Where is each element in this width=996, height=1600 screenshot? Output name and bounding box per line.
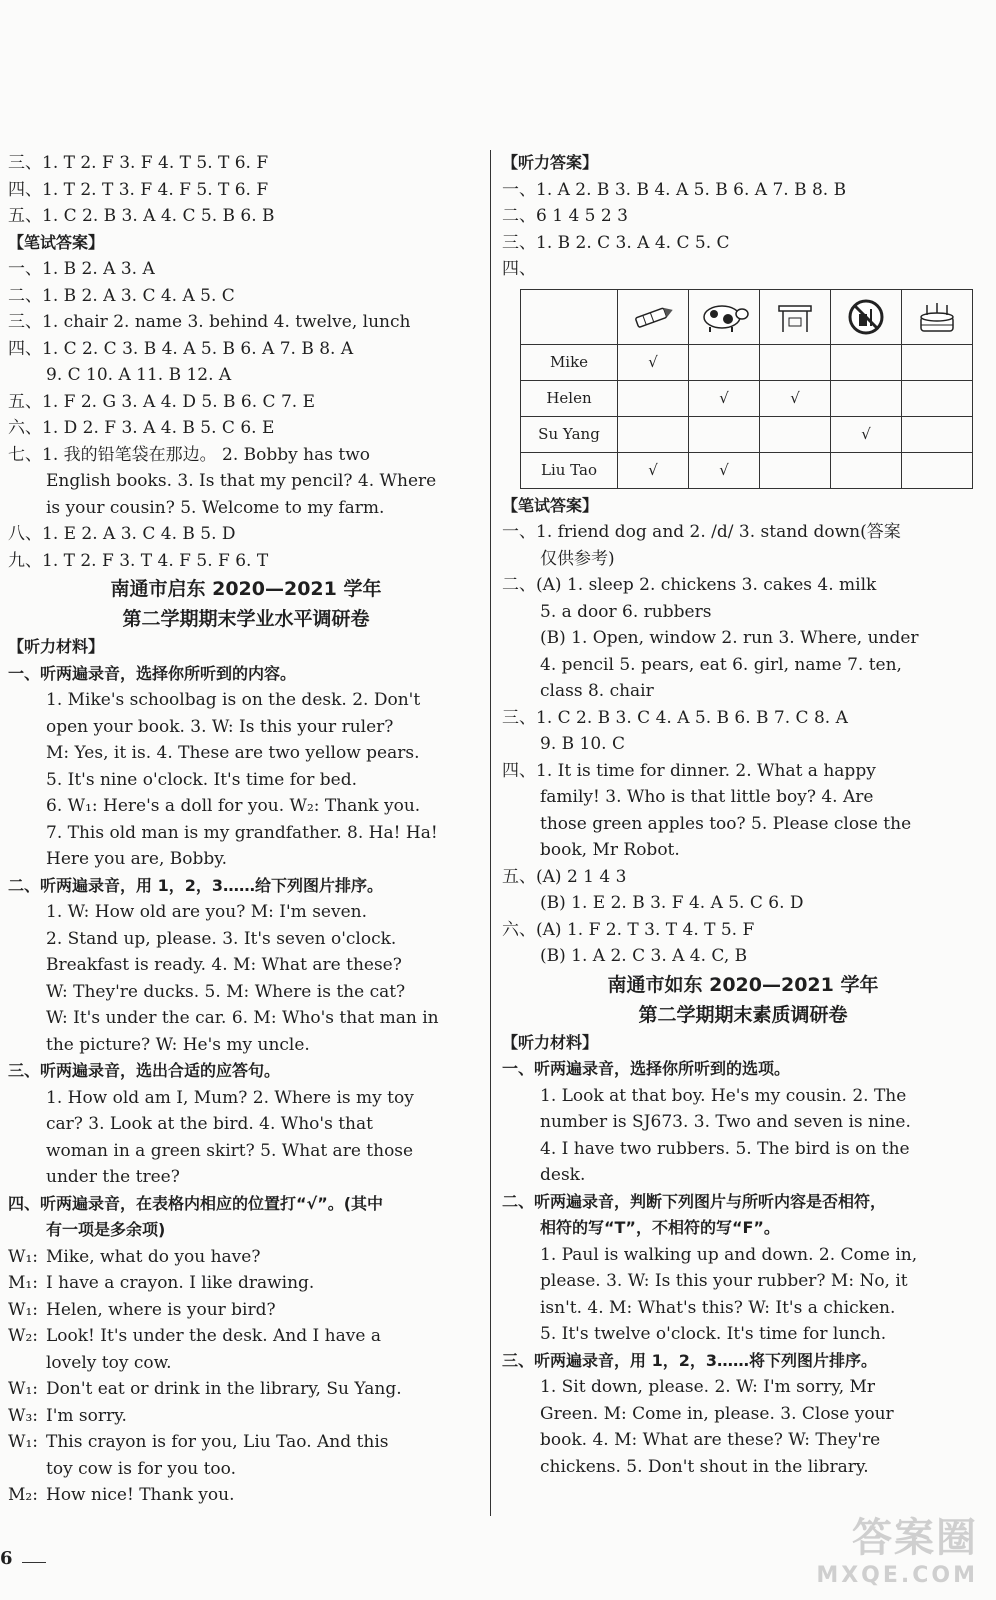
check-cell — [689, 344, 760, 380]
check-cell — [760, 416, 831, 452]
listening-material-tag: 【听力材料】 — [502, 1032, 599, 1052]
speaker: W₃: — [8, 1405, 39, 1426]
dialog-line — [8, 1350, 484, 1377]
section-heading: 三、听两遍录音，用 1，2，3……将下列图片排序。 — [502, 1350, 877, 1370]
answer-line: 9. B 10. C — [540, 734, 625, 754]
speaker: W₂: — [8, 1326, 39, 1346]
check-cell: √ — [618, 344, 689, 380]
script-line: 1. Paul is walking up and down. 2. Come in, — [540, 1244, 918, 1265]
section-heading: 一、听两遍录音，选择你所听到的选项。 — [502, 1059, 791, 1078]
crayon-picture — [618, 289, 689, 344]
answer-line: 二、6 1 4 5 2 3 — [502, 206, 628, 226]
answer-line: those green apples too? 5. Please close the — [540, 813, 912, 834]
speaker: W₁: — [8, 1432, 39, 1452]
dialog-line — [8, 1403, 484, 1430]
section-heading: 一、听两遍录音，选择你所听到的内容。 — [8, 663, 297, 683]
script-line: woman in a green skirt? 5. What are those — [46, 1140, 414, 1161]
toy-cow-picture — [689, 289, 760, 344]
script-line: book. 4. M: What are these? W: They're — [540, 1430, 881, 1450]
table-header-row — [521, 289, 973, 344]
answer-line: 五、1. F 2. G 3. A 4. D 5. B 6. C 7. E — [8, 391, 315, 412]
speaker — [8, 1456, 46, 1483]
script-line: 7. This old man is my grandfather. 8. Ha! Ha! — [46, 822, 438, 843]
dialog-line — [8, 1456, 484, 1483]
script-line: 4. I have two rubbers. 5. The bird is on the — [540, 1138, 910, 1159]
answer-line: 9. C 10. A 11. B 12. A — [46, 365, 232, 385]
student-name: Mike — [521, 344, 618, 380]
check-cell: √ — [689, 380, 760, 416]
no-eating-sign-picture — [831, 289, 902, 344]
check-cell — [831, 344, 902, 380]
script-line: 1. W: How old are you? M: I'm seven. — [46, 902, 368, 922]
utterance: This crayon is for you, Liu Tao. And this — [46, 1432, 389, 1452]
table-row — [521, 452, 973, 488]
check-cell: √ — [618, 452, 689, 488]
answer-line: 二、(A) 1. sleep 2. chickens 3. cakes 4. milk — [502, 575, 877, 595]
answer-line: 六、(A) 1. F 2. T 3. T 4. T 5. F — [502, 919, 755, 940]
script-line: 1. How old am I, Mum? 2. Where is my toy — [46, 1087, 414, 1108]
check-cell — [689, 416, 760, 452]
answer-line: (B) 1. A 2. C 3. A 4. C, B — [540, 946, 748, 966]
speaker: W₁: — [8, 1299, 39, 1320]
answer-line: 七、1. 我的铅笔袋在那边。 2. Bobby has two — [8, 444, 370, 465]
answer-line: 仅供参考) — [540, 548, 615, 569]
speaker: W₁: — [8, 1379, 39, 1399]
answer-line: 三、1. B 2. C 3. A 4. C 5. C — [502, 232, 730, 253]
script-line: 6. W₁: Here's a doll for you. W₂: Thank you. — [46, 796, 421, 816]
written-answers-tag: 【笔试答案】 — [8, 232, 105, 252]
table-corner-cell — [521, 289, 618, 344]
written-answers-tag: 【笔试答案】 — [502, 495, 599, 515]
check-cell — [902, 344, 973, 380]
dialog-line — [8, 1270, 484, 1297]
answer-line: 四、 — [502, 259, 536, 279]
dialog-line — [8, 1376, 484, 1403]
answer-line: 一、1. A 2. B 3. B 4. A 5. B 6. A 7. B 8. B — [502, 179, 847, 200]
speaker: M₁: — [8, 1273, 38, 1293]
section-heading: 有一项是多余项) — [46, 1220, 166, 1239]
right-column — [502, 150, 984, 1480]
speaker: M₂: — [8, 1485, 38, 1505]
check-cell: √ — [689, 452, 760, 488]
section-heading: 四、听两遍录音，在表格内相应的位置打“√”。(其中 — [8, 1193, 384, 1213]
answer-line: 五、1. C 2. B 3. A 4. C 5. B 6. B — [8, 206, 275, 226]
utterance: Helen, where is your bird? — [46, 1299, 276, 1320]
answer-line: 九、1. T 2. F 3. T 4. F 5. F 6. T — [8, 550, 269, 571]
cake-icon — [913, 297, 961, 337]
exam-title: 南通市启东 2020—2021 学年 — [110, 578, 382, 600]
script-line: the picture? W: He's my uncle. — [46, 1034, 310, 1055]
exam-title: 南通市如东 2020—2021 学年 — [607, 973, 879, 996]
listening-answers-tag: 【听力答案】 — [502, 153, 599, 172]
table-row — [521, 380, 973, 416]
listening-material-tag: 【听力材料】 — [8, 637, 105, 656]
script-line: 5. It's twelve o'clock. It's time for lunch. — [540, 1324, 887, 1344]
utterance: Mike, what do you have? — [46, 1246, 261, 1267]
script-line: please. 3. W: Is this your rubber? M: No, it — [540, 1271, 908, 1291]
dialog-line — [8, 1244, 484, 1271]
script-line: chickens. 5. Don't shout in the library. — [540, 1456, 869, 1477]
dialog-line — [8, 1297, 484, 1324]
script-line: 5. It's nine o'clock. It's time for bed. — [46, 769, 357, 790]
utterance: Look! It's under the desk. And I have a — [46, 1326, 381, 1346]
script-line: isn't. 4. M: What's this? W: It's a chicken. — [540, 1297, 896, 1318]
student-name: Liu Tao — [521, 452, 618, 488]
check-cell — [618, 416, 689, 452]
student-name: Su Yang — [521, 416, 618, 452]
script-line: open your book. 3. W: Is this your ruler? — [46, 716, 394, 737]
script-line: W: It's under the car. 6. M: Who's that man in — [46, 1008, 439, 1028]
answer-line: 八、1. E 2. A 3. C 4. B 5. D — [8, 524, 236, 544]
script-line: under the tree? — [46, 1167, 180, 1187]
dialog-line — [8, 1482, 484, 1509]
answer-line: 一、1. B 2. A 3. A — [8, 259, 155, 279]
toy-cow-icon — [698, 300, 750, 334]
check-cell — [902, 452, 973, 488]
script-line: 1. Mike's schoolbag is on the desk. 2. Don't — [46, 690, 421, 710]
answer-line: 5. a door 6. rubbers — [540, 601, 712, 622]
exam-subtitle: 第二学期期末学业水平调研卷 — [122, 608, 370, 630]
check-cell — [902, 416, 973, 452]
answer-line: is your cousin? 5. Welcome to my farm. — [46, 497, 385, 518]
desk-icon — [773, 300, 817, 334]
answer-line: 三、1. T 2. F 3. F 4. T 5. T 6. F — [8, 153, 269, 173]
table-row — [521, 344, 973, 380]
answer-line: (B) 1. Open, window 2. run 3. Where, under — [540, 628, 919, 648]
answer-line: 三、1. C 2. B 3. C 4. A 5. B 6. B 7. C 8. A — [502, 707, 848, 728]
exam-subtitle: 第二学期期末素质调研卷 — [638, 1003, 848, 1026]
script-line: desk. — [540, 1165, 586, 1185]
page-number-rule — [22, 1562, 46, 1563]
watermark — [816, 1506, 978, 1588]
check-cell — [902, 380, 973, 416]
crayon-icon — [630, 303, 676, 331]
table-row — [521, 416, 973, 452]
utterance: Don't eat or drink in the library, Su Yang. — [46, 1379, 402, 1399]
script-line: 1. Sit down, please. 2. W: I'm sorry, Mr — [540, 1377, 876, 1397]
answer-line: 4. pencil 5. pears, eat 6. girl, name 7. ten, — [540, 654, 902, 675]
script-line: 1. Look at that boy. He's my cousin. 2. The — [540, 1085, 907, 1106]
check-cell — [760, 452, 831, 488]
section-heading: 二、听两遍录音，判断下列图片与所听内容是否相符， — [502, 1191, 887, 1211]
watermark-site: MXQE.COM — [816, 1563, 978, 1588]
birthday-cake-picture — [902, 289, 973, 344]
answer-line: class 8. chair — [540, 681, 654, 701]
script-line: number is SJ673. 3. Two and seven is nine. — [540, 1112, 911, 1132]
script-line: W: They're ducks. 5. M: Where is the cat? — [46, 981, 406, 1002]
script-line: Breakfast is ready. 4. M: What are these? — [46, 955, 402, 975]
utterance: How nice! Thank you. — [46, 1485, 235, 1505]
answer-line: English books. 3. Is that my pencil? 4. Where — [46, 471, 437, 491]
utterance: I'm sorry. — [46, 1405, 127, 1426]
page-number: 6 — [0, 1548, 13, 1569]
utterance: lovely toy cow. — [46, 1352, 172, 1373]
script-line: car? 3. Look at the bird. 4. Who's that — [46, 1114, 373, 1134]
utterance: I have a crayon. I like drawing. — [46, 1273, 315, 1293]
check-cell: √ — [831, 416, 902, 452]
watermark-logo-text: 答案圈 — [852, 1515, 978, 1561]
no-food-drink-icon — [846, 297, 886, 337]
column-divider — [490, 150, 491, 1516]
answer-line: 四、1. It is time for dinner. 2. What a happy — [502, 760, 876, 781]
check-cell — [618, 380, 689, 416]
answer-line: (B) 1. E 2. B 3. F 4. A 5. C 6. D — [540, 893, 804, 913]
dialog-line — [8, 1429, 484, 1456]
script-line: Green. M: Come in, please. 3. Close your — [540, 1403, 894, 1424]
check-cell — [831, 452, 902, 488]
script-line: M: Yes, it is. 4. These are two yellow pears. — [46, 743, 420, 763]
student-name: Helen — [521, 380, 618, 416]
left-column — [8, 150, 484, 1509]
script-line: Here you are, Bobby. — [46, 849, 228, 869]
speaker: W₁: — [8, 1246, 39, 1267]
answer-line: 三、1. chair 2. name 3. behind 4. twelve, lunch — [8, 312, 411, 332]
answer-line: book, Mr Robot. — [540, 840, 680, 860]
check-cell — [760, 344, 831, 380]
speaker — [8, 1350, 46, 1377]
section-heading: 相符的写“T”，不相符的写“F”。 — [540, 1218, 780, 1237]
answer-line: family! 3. Who is that little boy? 4. Are — [540, 787, 874, 807]
answer-line: 四、1. C 2. C 3. B 4. A 5. B 6. A 7. B 8. A — [8, 338, 354, 359]
dialog-line — [8, 1323, 484, 1350]
answer-line: 二、1. B 2. A 3. C 4. A 5. C — [8, 285, 235, 306]
check-cell: √ — [760, 380, 831, 416]
check-cell — [831, 380, 902, 416]
answer-line: 六、1. D 2. F 3. A 4. B 5. C 6. E — [8, 418, 275, 438]
script-line: 2. Stand up, please. 3. It's seven o'clock. — [46, 928, 397, 949]
answer-line: 四、1. T 2. T 3. F 4. F 5. T 6. F — [8, 179, 269, 200]
answer-line: 一、1. friend dog and 2. /d/ 3. stand down(答案 — [502, 522, 901, 542]
answer-table — [520, 289, 973, 489]
answer-line: 五、(A) 2 1 4 3 — [502, 866, 627, 887]
section-heading: 三、听两遍录音，选出合适的应答句。 — [8, 1061, 281, 1080]
utterance: toy cow is for you too. — [46, 1458, 237, 1479]
section-heading: 二、听两遍录音，用 1，2，3……给下列图片排序。 — [8, 875, 383, 895]
desk-picture — [760, 289, 831, 344]
